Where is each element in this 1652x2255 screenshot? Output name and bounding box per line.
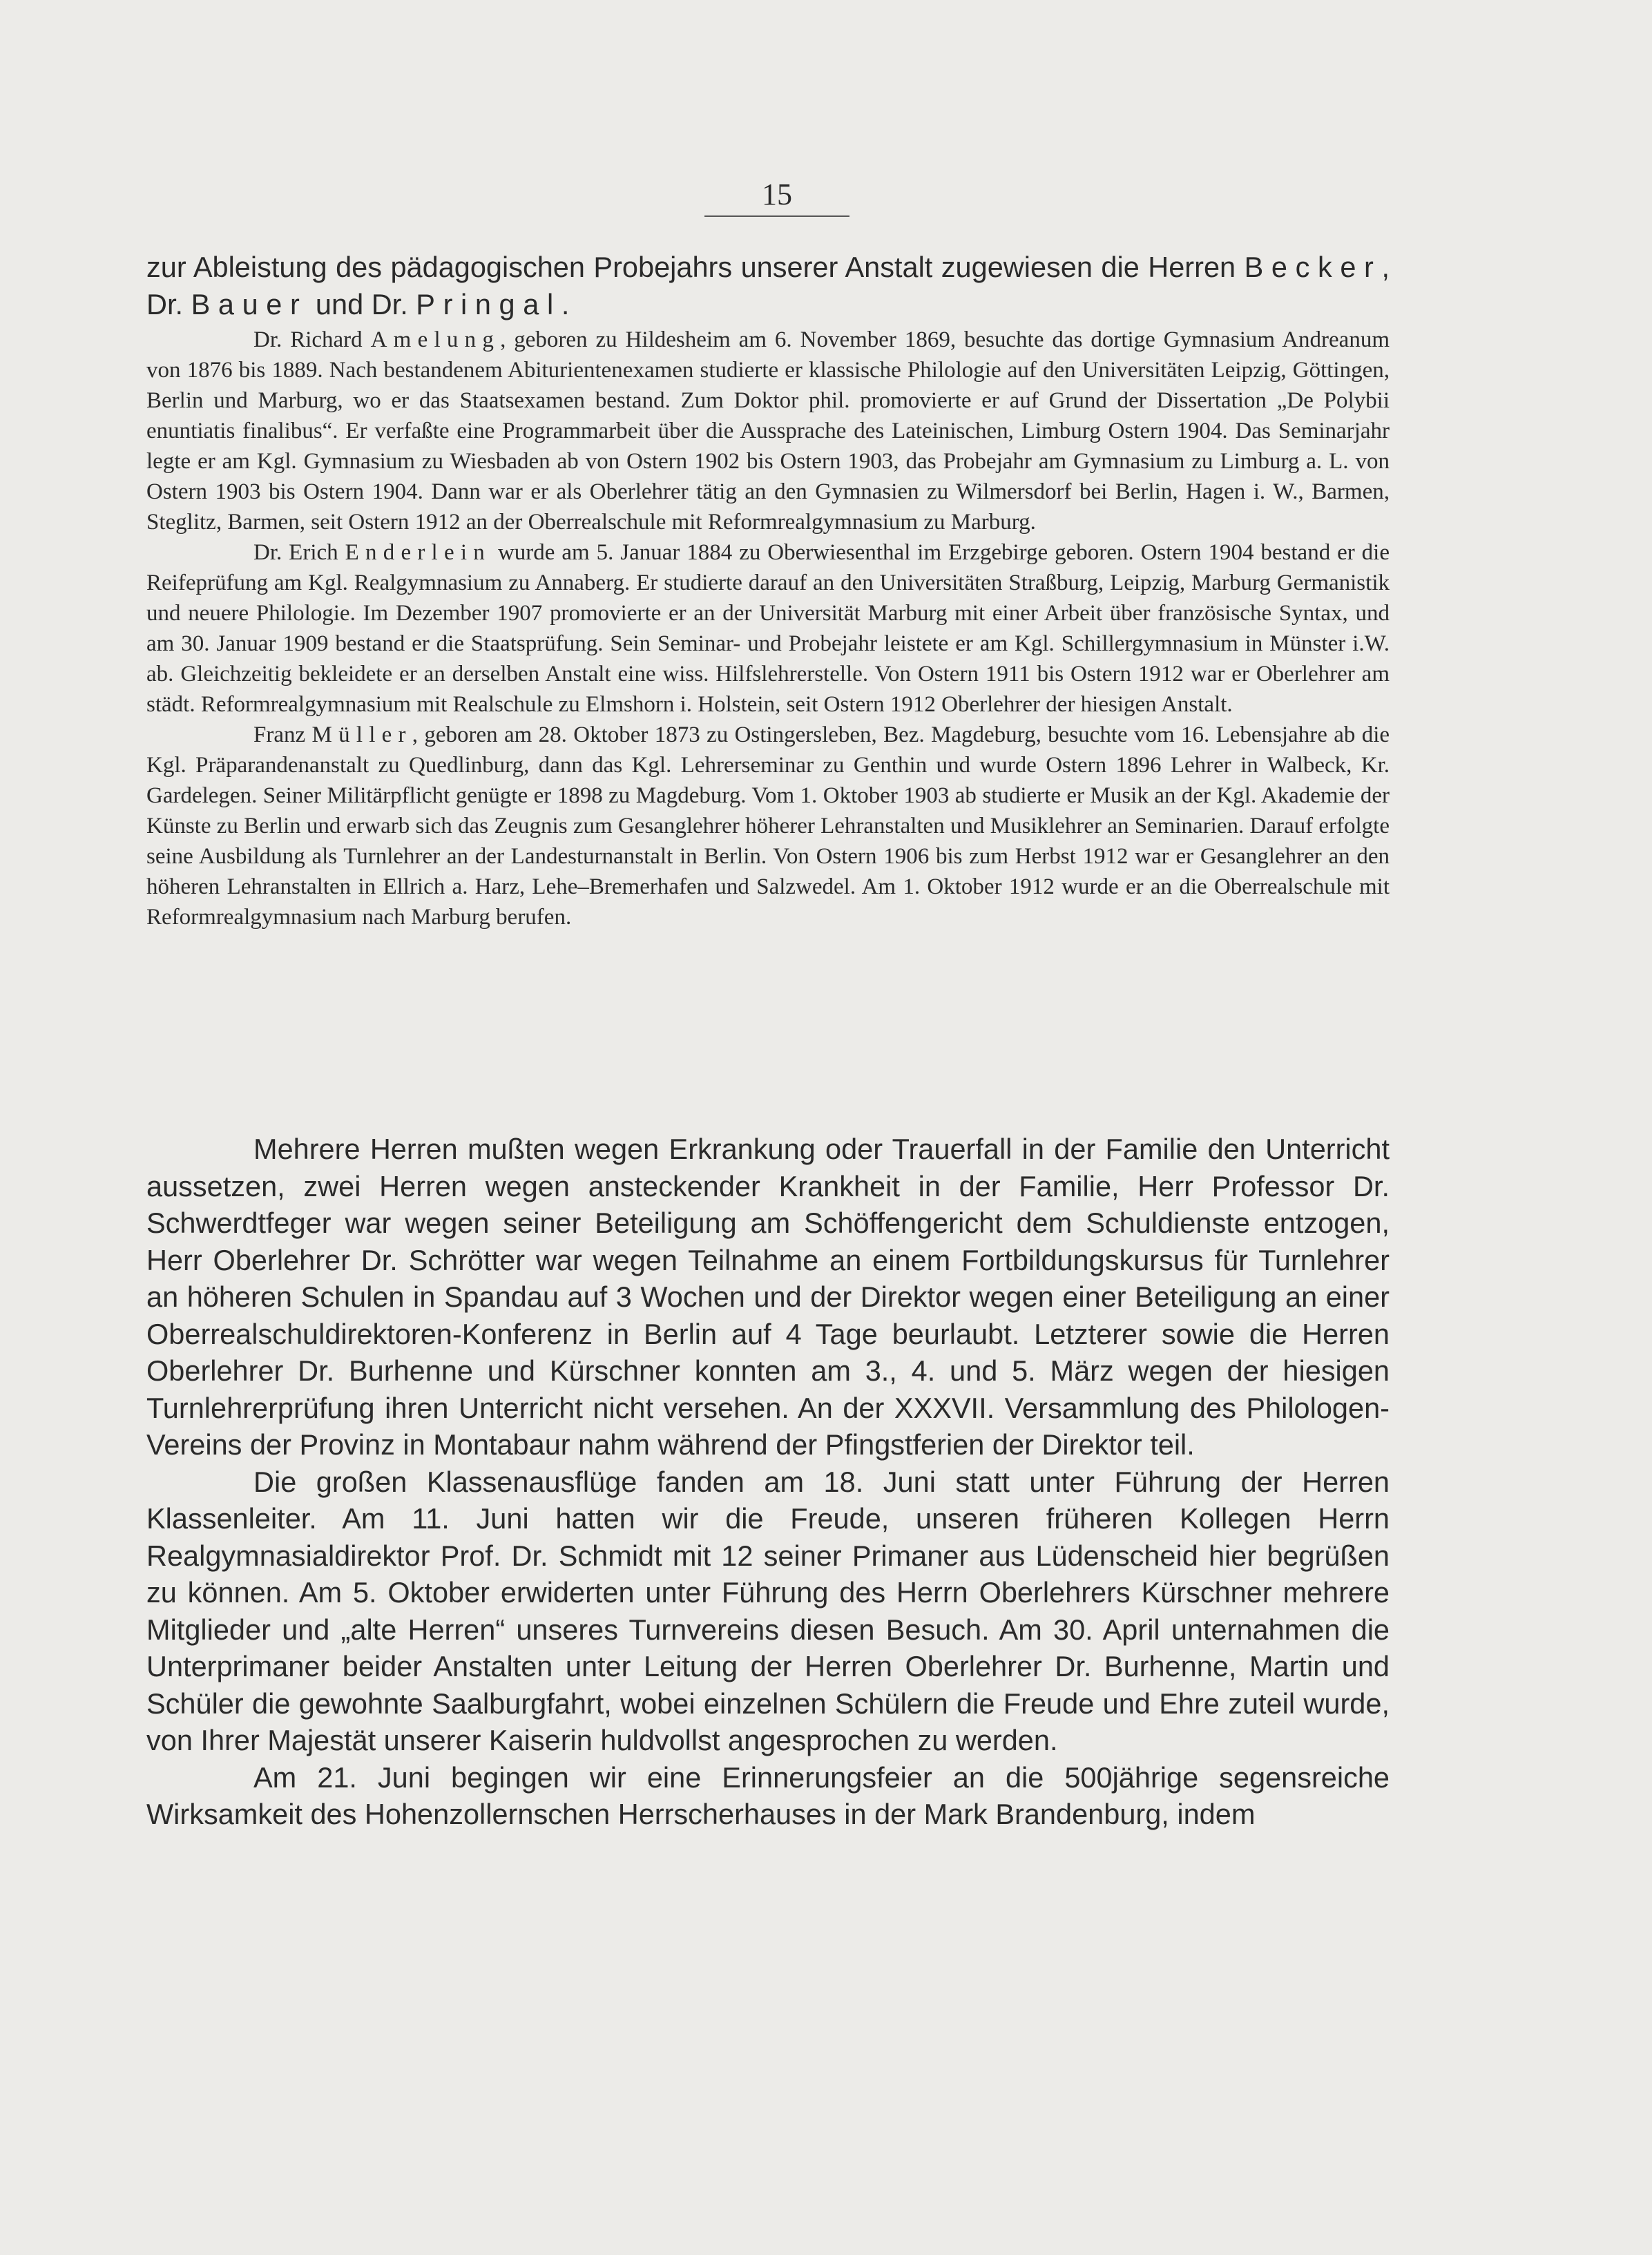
- intro-paragraph: [146, 249, 1390, 323]
- page-number: 15: [704, 174, 849, 217]
- bio-name: Müller: [311, 722, 412, 747]
- intro-text: zur Ableistung des pädagogischen Probejahrs unserer Anstalt zugewiesen die Herren: [146, 251, 1245, 283]
- bio-text: , geboren am 28. Oktober 1873 zu Ostingersleben, Bez. Magdeburg, besuchte vom 16. Lebensjahre ab die Kgl. Präparandenanstalt zu Quedlinburg, dann das Kgl. Lehrerseminar zu Genthin und wurde Ostern 1896 Lehrer in Walbeck, Kr. Gardelegen. Seiner Militärpflicht genügte er 1898 zu Magdeburg. Vom 1. Oktober 1903 ab studierte er Musik an der Kgl. Akademie der Künste zu Berlin und erwarb sich das Zeugnis zum Gesanglehrer höherer Lehranstalten und Musiklehrer an Seminarien. Darauf erfolgte seine Ausbildung als Turnlehrer an der Landesturnanstalt in Berlin. Von Ostern 1906 bis zum Herbst 1912 war er Gesanglehrer an den höheren Lehranstalten in Ellrich a. Harz, Lehe–Bremerhafen und Salzwedel. Am 1. Oktober 1912 wurde er an die Oberrealschule mit Reformrealgymnasium nach Marburg berufen.: [146, 722, 1390, 930]
- main-text-block: [146, 1131, 1390, 1833]
- teacher-name-pringal: Pringal: [416, 287, 561, 320]
- intro-separator: , Dr.: [146, 251, 1390, 320]
- bio-paragraph-mueller: [146, 720, 1390, 932]
- bio-text: wurde am 5. Januar 1884 zu Oberwiesenthal im Erzgebirge geboren. Ostern 1904 bestand er die Reifeprüfung am Kgl. Realgymnasium zu Annaberg. Er studierte darauf an den Universitäten Straßburg, Leipzig, Marburg Germanistik und neuere Philologie. Im Dezember 1907 promovierte er an der Universität Marburg mit einer Arbeit über französische Syntax, und am 30. Januar 1909 bestand er die Staatsprüfung. Sein Seminar- und Probejahr leistete er am Kgl. Schillergymnasium in Münster i.W. ab. Gleichzeitig bekleidete er an derselben Anstalt eine wiss. Hilfslehrerstelle. Von Ostern 1911 bis Ostern 1912 war er Oberlehrer am städt. Reformrealgymnasium mit Realschule zu Elmshorn i. Holstein, seit Ostern 1912 Oberlehrer der hiesigen Anstalt.: [146, 540, 1390, 717]
- paragraph-absences: Mehrere Herren mußten wegen Erkrankung oder Trauerfall in der Familie den Unterricht aussetzen, zwei Herren wegen ansteckender Krankheit in der Familie, Herr Professor Dr. Schwerdtfeger war wegen seiner Beteiligung am Schöffengericht dem Schuldienste entzogen, Herr Oberlehrer Dr. Schrötter war wegen Teilnahme an einem Fortbildungskursus für Turnlehrer an höheren Schulen in Spandau auf 3 Wochen und der Direktor wegen einer Beteiligung an einer Oberrealschuldirektoren-Konferenz in Berlin auf 4 Tage beurlaubt. Letzterer sowie die Herren Oberlehrer Dr. Burhenne und Kürschner konnten am 3., 4. und 5. März wegen der hiesigen Turnlehrerprüfung ihren Unterricht nicht versehen. An der XXXVII. Versammlung des Philologen-Vereins der Provinz in Montabaur nahm während der Pfingstferien der Direktor teil.: [146, 1133, 1390, 1461]
- bio-prefix: Dr. Erich: [253, 540, 345, 565]
- bio-name: Amelung: [370, 327, 501, 352]
- paragraph-excursions: Die großen Klassenausflüge fanden am 18. Juni statt unter Führung der Herren Klassenleiter. Am 11. Juni hatten wir die Freude, unseren früheren Kollegen Herrn Realgymnasialdirektor Prof. Dr. Schmidt mit 12 seiner Primaner aus Lüdenscheid hier begrüßen zu können. Am 5. Oktober erwiderten unter Führung des Herrn Oberlehrers Kürschner mehrere Mitglieder und „alte Herren“ unseres Turnvereins diesen Besuch. Am 30. April unternahmen die Unterprimaner beider Anstalten unter Leitung der Herren Oberlehrer Dr. Burhenne, Martin und Schüler die gewohnte Saalburgfahrt, wobei einzelnen Schülern die Freude und Ehre zuteil wurde, von Ihrer Majestät unserer Kaiserin huldvollst angesprochen zu werden.: [146, 1465, 1390, 1756]
- intro-end: .: [561, 287, 570, 320]
- bio-paragraph-enderlein: [146, 537, 1390, 720]
- bio-name: Enderlein: [345, 540, 492, 565]
- intro-block: [146, 249, 1390, 323]
- bio-paragraph-amelung: [146, 325, 1390, 537]
- paragraph-celebration: Am 21. Juni begingen wir eine Erinnerungsfeier an die 500jährige segensreiche Wirksamkeit des Hohenzollernschen Herrscherhauses in der Mark Brandenburg, indem: [146, 1760, 1390, 1830]
- bio-prefix: Dr. Richard: [253, 327, 371, 352]
- intro-separator: und Dr.: [307, 287, 416, 320]
- bio-prefix: Franz: [253, 722, 312, 747]
- biographies-block: [146, 325, 1390, 932]
- bio-text: , geboren zu Hildesheim am 6. November 1869, besuchte das dortige Gymnasium Andreanum von 1876 bis 1889. Nach bestandenem Abiturientenexamen studierte er klassische Philologie auf den Universitäten Leipzig, Göttingen, Berlin und Marburg, wo er das Staatsexamen bestand. Zum Doktor phil. promovierte er auf Grund der Dissertation „De Polybii enuntiatis finalibus“. Er verfaßte eine Programmarbeit über die Aussprache des Lateinischen, Limburg Ostern 1904. Das Seminarjahr legte er am Kgl. Gymnasium zu Wiesbaden ab von Ostern 1902 bis Ostern 1903, das Probejahr am Gymnasium zu Limburg a. L. von Ostern 1903 bis Ostern 1904. Dann war er als Oberlehrer tätig an den Gymnasien zu Wilmersdorf bei Berlin, Hagen i. W., Barmen, Steglitz, Barmen, seit Ostern 1912 an der Oberrealschule mit Reformrealgymnasium zu Marburg.: [146, 327, 1390, 535]
- teacher-name-becker: Becker: [1244, 251, 1382, 283]
- teacher-name-bauer: Bauer: [191, 287, 308, 320]
